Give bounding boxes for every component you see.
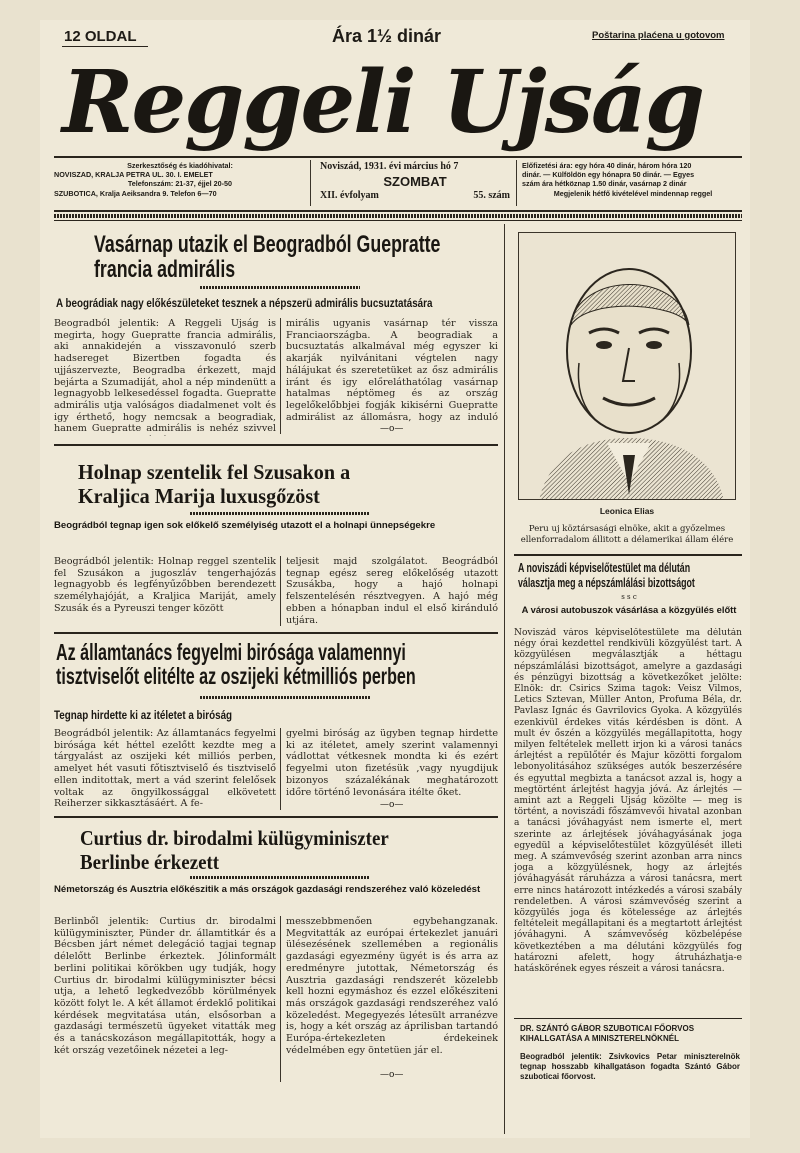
- article-1-end-mark: —o—: [380, 424, 404, 434]
- portrait-image: [518, 232, 736, 500]
- article-3-end-mark: —o—: [380, 800, 404, 810]
- article-2-col-2: teljesit majd szolgálatot. Beográdból tegnap egész sereg előkelőség utazott Szusákba, hogy a hajó holnapi felszentelésén résztvegyen. A hajó még ebben a hónapban indul el első kiránduló utjára.: [286, 556, 498, 626]
- article-2-col-1: Beográdból jelentik: Holnap reggel szentelik fel Szusákon a jugoszláv tengerhajózás legnagyobb és legfényűzőbben berendezett személyhajóját, a Kraljica Mariját, amely Szusák és a Pyreuszi tenger között: [54, 556, 276, 614]
- right-article-subhead: A városi autobuszok vásárlása a közgyülés előtt: [521, 604, 737, 615]
- right-article-text: Noviszád város képviselőtestülete ma délután négy órai kezdettel rendkivüli közgyülést tart. A közgyülésen megválasztják a héttagu népszámlálási bizottságot, amelyre a gazdasági és pénzügyi bizottság a következőket jelölte: Elnök: dr. Csirics Szima tagok: Veisz Vilmos, Letics Sztevan, Müller Anton, Profuma Béla, dr. Pavlasz Ignác és Gavrilovics Gyoka. A közgyülés ezenkivül érdekes vitás kérdésben is dönt. A mult év őszén a közgyülés megállapitotta, hogy milyen feltételek mellett irjon ki a városi tanács árlejtést a repülőtér és Majur közötti forgalom lebonyolitásához szükséges autók beszerzésére és egyuttal megbizta a tanácsot azzal is, hogy a megtörtént árlejtést hagyja jóvá. Az árlejtés — amint azt a Reggeli Ujság közölte — meg is történt, a noviszádi főszámvevői hivatal azonban a tanácsi jóváhagyást nem ismerte el, mert szerinte az árlejtések jóváhagyásának joga egyedül a képviselőtestület közgyülését illeti meg. A számvevőség szerint azonban arra nincs joga a közgyülésnek, hogy az árlejtés jóváhagyását ráruházza a városi tanácsra, mert erre nincs határozott intézkedés a városi szabály rendeletben. A városi számvevőség szerint a közgyülés joga és kötelessége az árlejtés feltételeit megállapitani és a megtartott árlejtést jóváhagyni. A számvevőség közbelépése következtében a ma délutáni közgyülés fog határozni afelett, hogy átruházhatja-e hatáskörének egyes részeit a városi tanácsra.: [514, 628, 742, 975]
- article-4-col-1: Berlinből jelentik: Curtius dr. birodalmi külügyminiszter, Pünder dr. államtitkár és a Bécsben járt német delegáció tagjai tegnap délelőtt Berlinbe érkeztek. Jólinformált berlini politikai körökben ugy tudják, hogy Curtius dr. birodalmi külügyminiszter bécsi utja, a lehető legkedvezőbb körülmények között folyt le. A két államot érdeklő politikai kérdések megvitatása után, elsősorban a gazdasági természetü ügyeket vitatták meg és a tanácskozáson megállapitották, hogy a két ország vezetőinek nézetei a leg-: [54, 916, 276, 1056]
- article-3-subhead: Tegnap hirdette ki az itéletet a biróság: [54, 708, 233, 722]
- article-4-col-2: messzebbmenően egybehangzanak. Megvitatták az európai értekezlet januári ülésezésének szellemében a regionális gazdasági egyezmény ügyét is és arra az eredményre jutottak, Németország és Ausztria gazdasági rendszerét közelebb kell hozni egymáshoz és ezzel előkésziteni más országok gazdasági rendszeréhez való közeledést. Megegyezés létesült arranézve is, hogy a két ország az áprilisban tartandó Európa-értekezleten érdekeinek védelmében egy öntetüen jár el.: [286, 916, 498, 1056]
- portrait-caption-text: Peru uj köztársasági elnöke, akit a győzelmes ellenforradalom állitott a délamerikai állam élére: [520, 524, 734, 545]
- article-1-col-2: mirális ugyanis vasárnap tér vissza Franciaországba. A beogradiak a bucsuztatás alkalmával még egyszer ki akarják nyilvánitani végtelen nagy hálájukat és szeretetüket az ősz admirális iránt és igy előreláthatólag vasárnap hatalmas néptömeg és az ország legelőkelőbbjei fogják kikisérni Guepratte admirálist az állomásra, hogy az induló: [286, 318, 498, 422]
- article-3-headline: Az államtanács fegyelmi birósága valamennyi tisztviselőt elitélte az oszijeki kétmilliós perben: [56, 639, 416, 689]
- article-3-col-1: Beográdból jelentik: Az államtanács fegyelmi birósága két héttel ezelőtt kezdte meg a tárgyalást az oszijeki két milliós perben, amelyet hét vasuti főtisztviselő és tisztviselő ellen inditottak, mert a vád szerint felelősek voltak az öngyilkossággal elkövetett Reiherzer sikkasztásáért. A fe-: [54, 728, 276, 810]
- portrait-drawing: [519, 233, 736, 500]
- volume: XII. évfolyam: [320, 190, 379, 201]
- date-line: Noviszád, 1931. évi március hó 7: [320, 161, 459, 172]
- price: Ára 1½ dinár: [332, 26, 442, 46]
- right-article-headline: A noviszádi képviselőtestület ma délután választja meg a népszámlálási bizottságot: [518, 560, 695, 590]
- portrait-caption-name: Leonica Elias: [599, 506, 655, 516]
- article-4-headline: Curtius dr. birodalmi külügyminiszter Berlinbe érkezett: [80, 826, 389, 874]
- article-1-subhead: A beográdiak nagy előkészületeket tesznek a népszerü admirális bucsuztatására: [56, 296, 433, 310]
- issue-info: [320, 161, 510, 202]
- issue-number: 55. szám: [473, 190, 510, 201]
- article-4-subhead: Németország és Ausztria előkészitik a más országok gazdasági rendszeréhez való közeledést: [54, 884, 481, 895]
- weekday: SZOMBAT: [383, 174, 447, 189]
- page-label: 12 OLDAL: [64, 28, 137, 45]
- publisher-info: Szerkesztőség és kiadóhivatal: NOVISZAD, KRALJA PETRA UL. 30. I. EMELET Telefonszám: 21-37, éjjel 20-50 SZUBOTICA, Kralja Aeiksandra 9. Telefon 6—70: [54, 161, 233, 198]
- article-2-headline: Holnap szentelik fel Szusakon a Kraljica Marija luxusgőzöst: [78, 460, 351, 508]
- right-article-mark: s s c: [621, 593, 637, 601]
- article-3-col-2: gyelmi biróság az ügyben tegnap hirdette ki az itéletet, amely szerint valamennyi vádlottat vétkesnek mondta ki és ezért fegyelmi uton fizetésük ,vagy nyugdijuk bizonyos százalékának meghatározott időre történő levonására itélte őket.: [286, 728, 498, 798]
- article-1-headline: Vasárnap utazik el Beogradból Guepratte francia admirális: [94, 231, 441, 283]
- box-text: Beogradból jelentik: Zsivkovics Petar miniszterelnök tegnap hosszabb kihallgatáson fogadta Szántó Gábor szuboticai főorvost.: [520, 1052, 740, 1081]
- newspaper-page: [40, 20, 750, 1138]
- article-1-col-1: Beogradból jelentik: A Reggeli Ujság is megirta, hogy Guepratte francia admirális, aki annakidején a visszavonuló szerb hadsereget Bizertben fogadta és ujjászervezte, Beogradba érkezett, majd bejárta a Szumadiját, ahol a nép mindenütt a legnagyobb lelkesedéssel fogadta. Guepratte admirális utja valóságos diadalmenet volt és igy érthető, hogy nemcsak a beogradiak, hanem Guepratte admirális is nehéz szivvel: [54, 318, 276, 435]
- article-2-subhead: Beográdból tegnap igen sok előkelő személyiség utazott el a holnapi ünnepségekre: [54, 520, 436, 531]
- box-title: DR. SZÁNTÓ GÁBOR SZUBOTICAI FŐORVOS KIHALLGATÁSA A MINISZTERELNÖKNÉL: [520, 1024, 695, 1043]
- masthead-title: Reggeli Ujság: [62, 52, 703, 153]
- postage-note: Poštarina plaćena u gotovom: [592, 30, 725, 41]
- subscription-info: Előfizetési ára: egy hóra 40 dinár, három hóra 120 dinár. — Külföldön egy hónapra 50 dinár. — Egyes szám ára hétköznap 1.50 dinár, vasárnap 2 dinár Megjelenik hétfő kivételével mindennap reggel: [522, 161, 713, 198]
- article-4-end-mark: —o—: [380, 1070, 404, 1080]
